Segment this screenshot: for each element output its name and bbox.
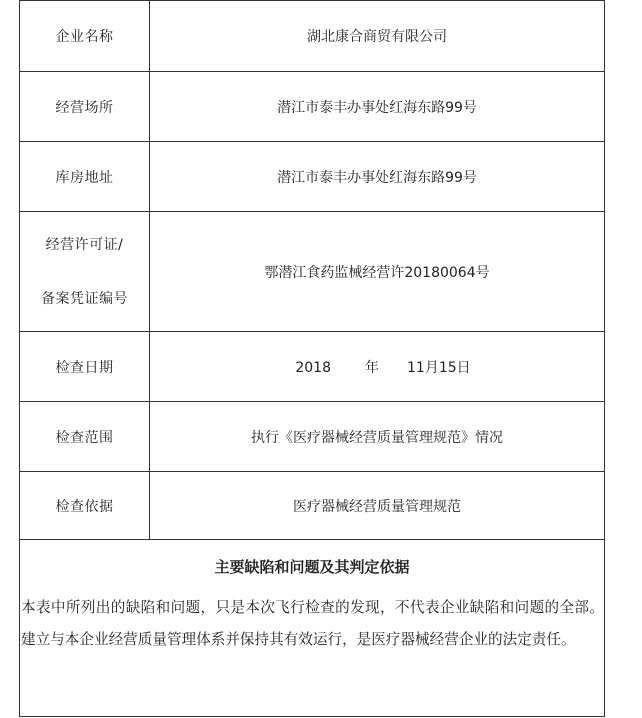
table-row-note xyxy=(20,592,605,717)
table-row-inspection-date xyxy=(20,332,605,402)
table-row-inspection-scope xyxy=(20,402,605,472)
company-name-label: 企业名称 xyxy=(20,1,150,72)
inspection-date-year: 2018 xyxy=(295,359,331,376)
table-row-inspection-basis xyxy=(20,472,605,540)
license-label-line-1: 经营许可证/ xyxy=(45,236,124,253)
business-address-label: 经营场所 xyxy=(20,72,150,142)
inspection-scope-label: 检查范围 xyxy=(20,402,150,472)
table-row-license-number xyxy=(20,212,605,332)
table-row-business-address xyxy=(20,72,605,142)
inspection-info-table xyxy=(19,0,605,717)
warehouse-address-label: 库房地址 xyxy=(20,142,150,212)
business-address-value: 潜江市泰丰办事处红海东路99号 xyxy=(150,72,605,142)
license-label-line-2: 备案凭证编号 xyxy=(41,290,128,307)
section-note: 本表中所列出的缺陷和问题，只是本次飞行检查的发现，不代表企业缺陷和问题的全部。建立与本企业经营质量管理体系并保持其有效运行，是医疗器械经营企业的法定责任。 xyxy=(20,592,605,717)
inspection-basis-value: 医疗器械经营质量管理规范 xyxy=(150,472,605,540)
section-title: 主要缺陷和问题及其判定依据 xyxy=(20,540,605,593)
company-name-value: 湖北康合商贸有限公司 xyxy=(150,1,605,72)
table-row-warehouse-address xyxy=(20,142,605,212)
inspection-date-day: 11月15日 xyxy=(407,359,471,376)
inspection-date-year-unit: 年 xyxy=(365,359,379,376)
license-number-value: 鄂潜江食药监械经营许20180064号 xyxy=(150,212,605,332)
license-number-label xyxy=(20,212,150,332)
inspection-scope-value: 执行《医疗器械经营质量管理规范》情况 xyxy=(150,402,605,472)
inspection-date-label: 检查日期 xyxy=(20,332,150,402)
inspection-date-value xyxy=(150,332,605,402)
table-row-company-name xyxy=(20,1,605,72)
warehouse-address-value: 潜江市泰丰办事处红海东路99号 xyxy=(150,142,605,212)
table-row-section-title xyxy=(20,540,605,593)
inspection-basis-label: 检查依据 xyxy=(20,472,150,540)
